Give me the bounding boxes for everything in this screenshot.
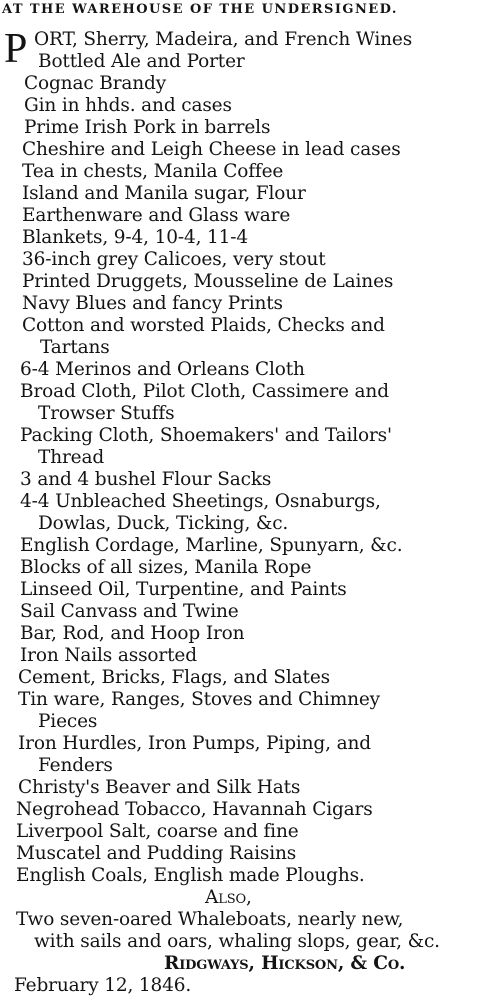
line-24: English Cordage, Marline, Spunyarn, &c. <box>20 535 403 556</box>
line-8: Island and Manila sugar, Flour <box>22 183 306 204</box>
line-6: Cheshire and Leigh Cheese in lead cases <box>22 139 401 160</box>
line-32: Pieces <box>38 711 98 732</box>
line-3: Cognac Brandy <box>24 73 167 94</box>
date-line: February 12, 1846. <box>14 975 192 996</box>
line-28: Bar, Rod, and Hoop Iron <box>20 623 245 644</box>
line-33: Iron Hurdles, Iron Pumps, Piping, and <box>18 733 371 754</box>
line-5: Prime Irish Pork in barrels <box>24 117 271 138</box>
line-41: Two seven-oared Whaleboats, nearly new, <box>16 909 404 930</box>
line-2: Bottled Ale and Porter <box>38 51 245 72</box>
line-23: Dowlas, Duck, Ticking, &c. <box>38 513 289 534</box>
line-31: Tin ware, Ranges, Stoves and Chimney <box>18 689 380 710</box>
line-7: Tea in chests, Manila Coffee <box>22 161 284 182</box>
line-25: Blocks of all sizes, Manila Rope <box>20 557 312 578</box>
line-1: ORT, Sherry, Madeira, and French Wines <box>34 29 413 50</box>
line-21: 3 and 4 bushel Flour Sacks <box>20 469 272 490</box>
line-35: Christy's Beaver and Silk Hats <box>18 777 301 798</box>
line-12: Printed Druggets, Mousseline de Laines <box>22 271 394 292</box>
line-10: Blankets, 9-4, 10-4, 11-4 <box>22 227 248 248</box>
signature: Ridgways, Hickson, & Co. <box>164 953 406 974</box>
line-42: with sails and oars, whaling slops, gear, &c. <box>34 931 440 952</box>
line-14: Cotton and worsted Plaids, Checks and <box>22 315 385 336</box>
line-9: Earthenware and Glass ware <box>22 205 291 226</box>
line-22: 4-4 Unbleached Sheetings, Osnaburgs, <box>20 491 381 512</box>
line-27: Sail Canvass and Twine <box>20 601 239 622</box>
line-20: Thread <box>38 447 105 468</box>
line-37: Liverpool Salt, coarse and fine <box>16 821 299 842</box>
line-26: Linseed Oil, Turpentine, and Paints <box>20 579 347 600</box>
line-13: Navy Blues and fancy Prints <box>22 293 283 314</box>
line-34: Fenders <box>38 755 113 776</box>
line-also: Also, <box>205 887 252 908</box>
line-15: Tartans <box>40 337 110 358</box>
line-17: Broad Cloth, Pilot Cloth, Cassimere and <box>20 381 389 402</box>
drop-cap: P <box>4 26 28 72</box>
line-30: Cement, Bricks, Flags, and Slates <box>18 667 330 688</box>
line-4: Gin in hhds. and cases <box>24 95 232 116</box>
line-29: Iron Nails assorted <box>20 645 197 666</box>
heading: AT THE WAREHOUSE OF THE UNDERSIGNED. <box>2 2 398 17</box>
line-39: English Coals, English made Ploughs. <box>16 865 365 886</box>
line-38: Muscatel and Pudding Raisins <box>16 843 297 864</box>
line-36: Negrohead Tobacco, Havannah Cigars <box>16 799 373 820</box>
line-18: Trowser Stuffs <box>38 403 175 424</box>
line-19: Packing Cloth, Shoemakers' and Tailors' <box>20 425 392 446</box>
line-16: 6-4 Merinos and Orleans Cloth <box>20 359 305 380</box>
line-11: 36-inch grey Calicoes, very stout <box>22 249 326 270</box>
